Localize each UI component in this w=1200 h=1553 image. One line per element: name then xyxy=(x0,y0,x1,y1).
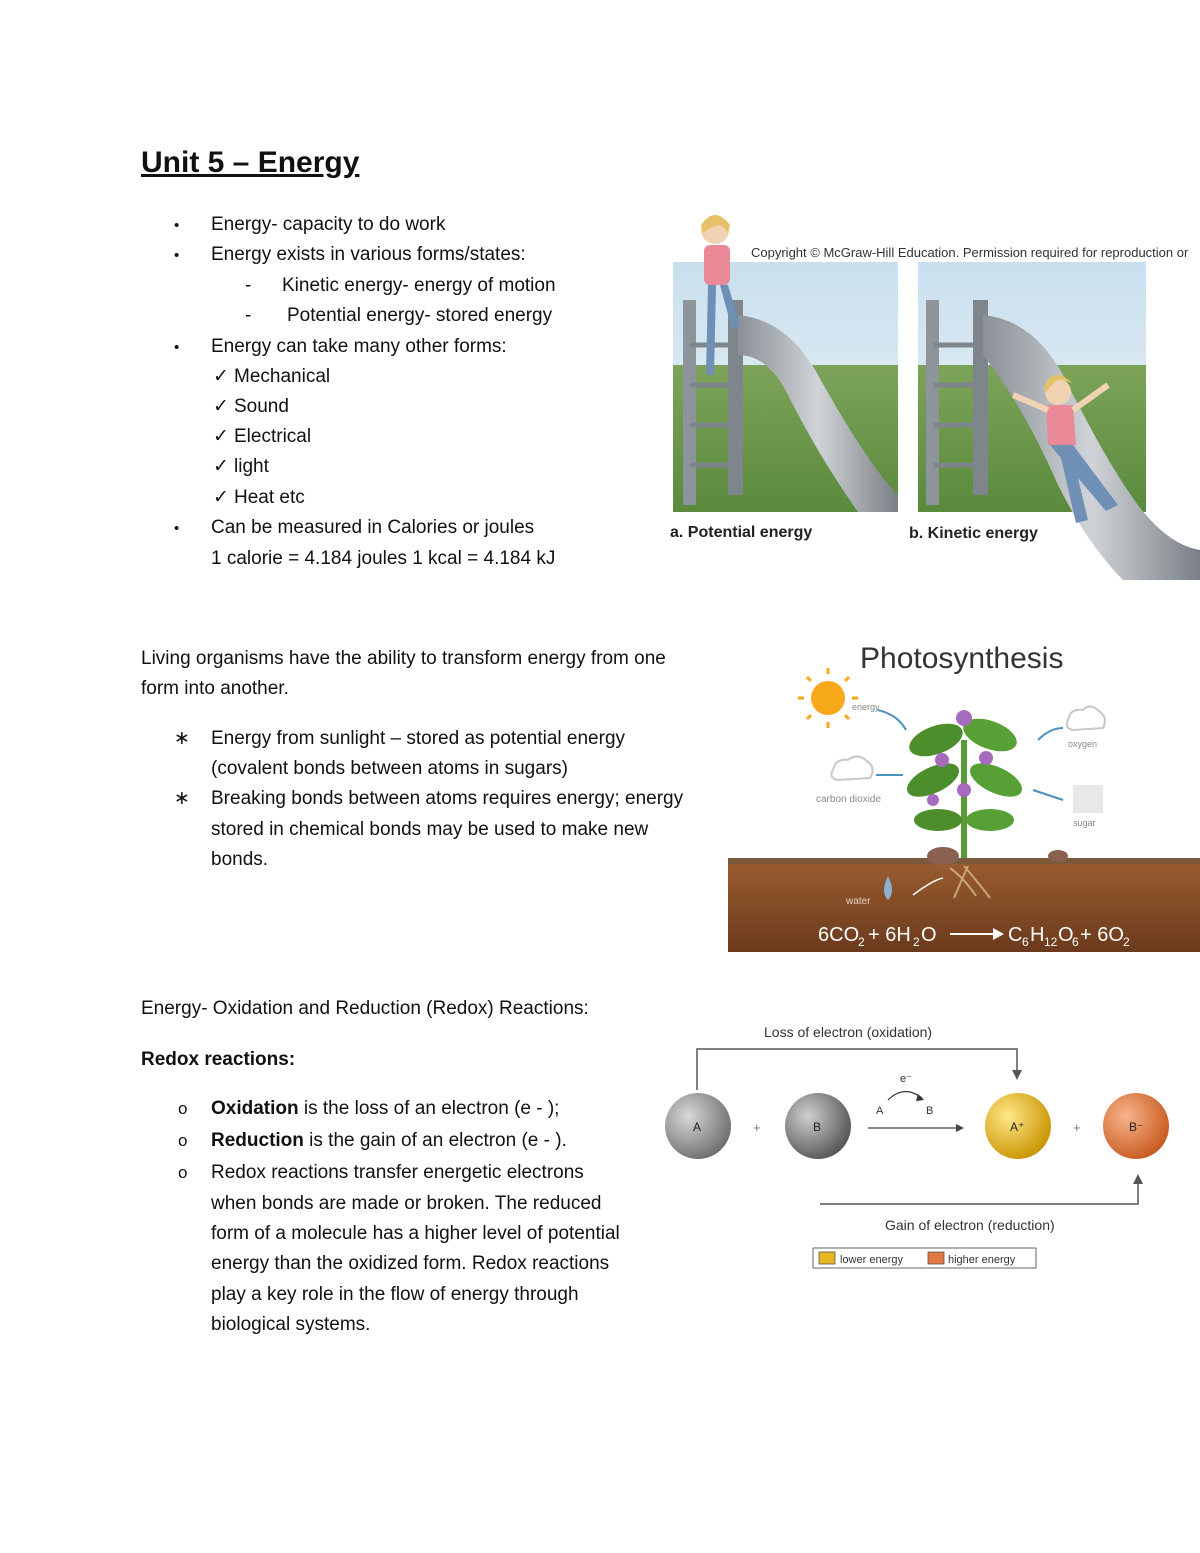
para-line: energy than the oxidized form. Redox reactions xyxy=(211,1253,610,1274)
point-text: Energy from sunlight – stored as potential energy xyxy=(211,728,626,749)
svg-text:+ 6H: + 6H xyxy=(868,924,911,946)
dash-marker: - xyxy=(245,305,252,326)
oxygen-cloud xyxy=(1067,706,1105,730)
reduction-term: Reduction xyxy=(211,1130,304,1151)
para-line: form of a molecule has a higher level of potential xyxy=(211,1223,620,1244)
form-item: Heat etc xyxy=(234,487,305,508)
oxidation-term: Oxidation xyxy=(211,1098,299,1119)
loss-label: Loss of electron (oxidation) xyxy=(764,1024,933,1040)
legend-swatch-higher xyxy=(928,1252,944,1264)
check-icon: ✓ xyxy=(213,426,229,447)
sugar-box xyxy=(1073,785,1103,813)
legend-lower-label: lower energy xyxy=(840,1254,903,1266)
point-text: bonds. xyxy=(211,849,269,870)
point-text: stored in chemical bonds may be used to make new xyxy=(211,819,649,840)
oxygen-label: oxygen xyxy=(1068,739,1098,749)
photosynthesis-figure xyxy=(728,630,1200,952)
svg-text:12: 12 xyxy=(1044,935,1058,949)
point-text: Breaking bonds between atoms requires energy; energy xyxy=(211,788,684,809)
page-title: Unit 5 – Energy xyxy=(141,146,360,179)
para-line: play a key role in the flow of energy through xyxy=(211,1284,579,1305)
legend-swatch-lower xyxy=(819,1252,835,1264)
reduction-def: is the gain of an electron (e - ). xyxy=(303,1130,567,1151)
oxidation-def: is the loss of an electron (e - ); xyxy=(298,1098,560,1119)
form-item: light xyxy=(234,456,269,477)
sun-icon xyxy=(798,668,858,728)
svg-text:B⁻: B⁻ xyxy=(1129,1120,1144,1134)
bullet-text: Energy can take many other forms: xyxy=(211,336,507,357)
plant xyxy=(902,710,1027,860)
form-item: Sound xyxy=(234,396,289,417)
co2-label: carbon dioxide xyxy=(816,794,882,805)
para-line: Redox reactions transfer energetic electrons xyxy=(211,1162,584,1183)
photo-title: Photosynthesis xyxy=(860,642,1064,675)
redox-subheading: Redox reactions: xyxy=(141,1049,296,1070)
label-potential: a. Potential energy xyxy=(670,524,813,541)
svg-text:2: 2 xyxy=(1123,935,1130,949)
svg-text:+: + xyxy=(753,1120,761,1135)
dash-marker: - xyxy=(245,275,252,296)
bullet-dot: • xyxy=(174,339,180,356)
electron-label: e⁻ xyxy=(900,1073,912,1085)
svg-text:6CO: 6CO xyxy=(818,924,860,946)
intro-text: form into another. xyxy=(141,678,289,699)
sugar-label: sugar xyxy=(1073,818,1096,828)
star-bullet: ∗ xyxy=(174,728,190,749)
oxidation-line xyxy=(211,1094,559,1124)
co2-cloud xyxy=(831,756,872,780)
o-bullet: o xyxy=(178,1131,188,1150)
svg-text:B: B xyxy=(926,1105,934,1117)
water-label: water xyxy=(846,896,871,907)
check-icon: ✓ xyxy=(213,456,229,477)
copyright-text: Copyright © McGraw-Hill Education. Permission required for reproduction or xyxy=(751,245,1189,260)
o-bullet: o xyxy=(178,1099,188,1118)
sub-item-text: Kinetic energy- energy of motion xyxy=(282,275,556,296)
svg-text:O: O xyxy=(1058,924,1074,946)
bullet-dot: • xyxy=(174,217,180,234)
bullet-text: Energy- capacity to do work xyxy=(211,214,446,235)
svg-text:C: C xyxy=(1008,924,1023,946)
o-bullet: o xyxy=(178,1163,188,1182)
svg-text:6: 6 xyxy=(1072,935,1079,949)
redox-heading: Energy- Oxidation and Reduction (Redox) Reactions: xyxy=(141,998,589,1019)
energy-label: energy xyxy=(852,702,880,712)
svg-text:O: O xyxy=(921,924,937,946)
label-kinetic: b. Kinetic energy xyxy=(909,525,1038,542)
svg-text:+ 6O: + 6O xyxy=(1080,924,1124,946)
svg-text:A: A xyxy=(876,1105,884,1117)
check-icon: ✓ xyxy=(213,366,229,387)
legend-higher-label: higher energy xyxy=(948,1254,1016,1266)
sub-item-text: Potential energy- stored energy xyxy=(287,305,553,326)
para-line: when bonds are made or broken. The reduced xyxy=(211,1193,602,1214)
form-item: Mechanical xyxy=(234,366,331,387)
redox-figure xyxy=(660,1018,1180,1273)
svg-text:A: A xyxy=(693,1120,702,1134)
para-line: biological systems. xyxy=(211,1314,371,1335)
point-text: (covalent bonds between atoms in sugars) xyxy=(211,758,568,779)
bullet-dot: • xyxy=(174,520,180,537)
gain-label: Gain of electron (reduction) xyxy=(885,1217,1055,1233)
svg-text:6: 6 xyxy=(1022,935,1029,949)
slide-figure xyxy=(668,205,1200,583)
svg-text:2: 2 xyxy=(913,935,920,949)
check-icon: ✓ xyxy=(213,487,229,508)
svg-text:B: B xyxy=(813,1120,822,1134)
svg-text:H: H xyxy=(1030,924,1045,946)
svg-text:2: 2 xyxy=(858,935,865,949)
svg-text:+: + xyxy=(1073,1120,1081,1135)
reduction-arrow xyxy=(820,1184,1138,1204)
check-icon: ✓ xyxy=(213,396,229,417)
form-item: Electrical xyxy=(234,426,312,447)
star-bullet: ∗ xyxy=(174,788,190,809)
bullet-text: Energy exists in various forms/states: xyxy=(211,244,526,265)
svg-text:A⁺: A⁺ xyxy=(1010,1120,1025,1134)
conversion-text: 1 calorie = 4.184 joules 1 kcal = 4.184 kJ xyxy=(211,548,556,569)
intro-text: Living organisms have the ability to transform energy from one xyxy=(141,648,666,669)
oxidation-arrow xyxy=(697,1049,1017,1090)
bullet-dot: • xyxy=(174,247,180,264)
bullet-text: Can be measured in Calories or joules xyxy=(211,517,535,538)
reduction-line xyxy=(211,1126,567,1156)
